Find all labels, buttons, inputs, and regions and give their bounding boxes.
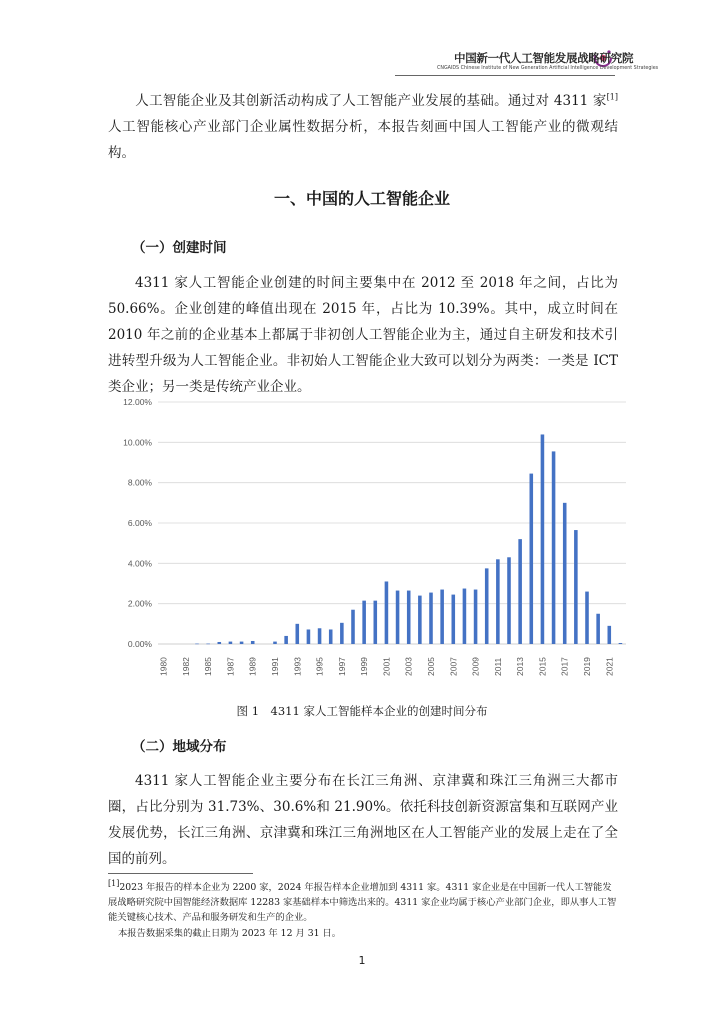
x-tick-label: 2013 xyxy=(515,657,526,676)
footnote-text: 2023 年报告的样本企业为 2200 家，2024 年报告样本企业增加到 4311 家。4311 家企业是在中国新一代人工智能发展战略研究院中国智能经济数据库 12283 家基础样本中筛选出来的。4311 家企业均属于核心产业部门企业，即从事人工智能关键核心技术、产品和服务研发和生产的企业。 xyxy=(108,882,617,923)
bar-2022 xyxy=(619,643,623,644)
bar-2019 xyxy=(585,592,589,644)
y-tick-label: 4.00% xyxy=(127,558,152,569)
footnote-divider xyxy=(108,873,253,874)
bar-1988 xyxy=(240,642,244,644)
bar-2016 xyxy=(552,451,556,644)
x-tick-label: 2011 xyxy=(492,657,503,676)
y-tick-label: 6.00% xyxy=(127,518,152,528)
chart-bars xyxy=(195,434,622,644)
page-number: 1 xyxy=(358,954,366,967)
bar-1987 xyxy=(229,642,233,644)
header-title-en: CNGAIDS Chinese Institute of New Generation Artificial Intelligence Development Strategies xyxy=(437,66,659,71)
x-tick-label: 2007 xyxy=(448,657,459,676)
x-tick-label: 1999 xyxy=(359,657,370,676)
bar-2020 xyxy=(596,614,600,644)
x-tick-label: 1995 xyxy=(314,657,325,676)
bar-1997 xyxy=(340,623,344,644)
bar-2012 xyxy=(507,557,511,644)
chart-gridlines xyxy=(158,402,626,644)
x-tick-label: 2017 xyxy=(559,657,570,676)
x-tick-label: 1989 xyxy=(247,657,258,676)
footnote-mark: [1] xyxy=(108,878,120,888)
header-title-cn: 中国新一代人工智能发展战略研究院 xyxy=(454,51,634,65)
x-tick-label: 2005 xyxy=(426,657,436,676)
y-tick-label: 8.00% xyxy=(127,477,152,488)
x-tick-label: 2003 xyxy=(403,657,414,676)
bar-1992 xyxy=(284,636,288,644)
intro-text-1: 人工智能企业及其创新活动构成了人工智能产业发展的基础。通过对 4311 家 xyxy=(135,93,607,109)
founding-time-paragraph xyxy=(108,270,618,400)
bar-1991 xyxy=(273,642,277,644)
bar-1994 xyxy=(307,629,311,644)
bar-1984 xyxy=(195,644,199,645)
bar-2000 xyxy=(374,601,378,644)
x-tick-label: 1993 xyxy=(292,657,303,676)
y-tick-label: 2.00% xyxy=(127,598,152,609)
subsection-title-founding-time: （一）创建时间 xyxy=(132,240,227,256)
x-tick-label: 1980 xyxy=(158,657,169,676)
bar-2010 xyxy=(485,568,489,644)
intro-paragraph xyxy=(108,88,618,166)
bar-2005 xyxy=(429,593,433,644)
bar-2002 xyxy=(396,591,400,644)
bar-1993 xyxy=(296,624,300,644)
header-divider xyxy=(395,75,615,76)
bar-1999 xyxy=(362,601,366,644)
bar-1986 xyxy=(218,642,222,644)
x-tick-label: 1997 xyxy=(336,657,347,676)
x-tick-label: 2001 xyxy=(381,657,392,676)
bar-1998 xyxy=(351,610,355,644)
x-tick-label: 1985 xyxy=(203,657,214,676)
bar-2017 xyxy=(563,503,567,644)
founding-time-text: 4311 家人工智能企业创建的时间主要集中在 2012 至 2018 年之间，占比为 50.66%。企业创建的峰值出现在 2015 年，占比为 10.39%。其中，成立时间在 2010 年之前的企业基本上都属于非初创人工智能企业为主，通过自主研发和技术引进转型升级为人工智能企业。非初始人工智能企业大致可以划分为两类：一类是 ICT 类企业；另一类是传统产业企业。 xyxy=(108,275,618,395)
footnote xyxy=(108,880,620,925)
regional-distribution-paragraph xyxy=(108,768,618,872)
bar-2013 xyxy=(518,539,522,644)
x-tick-label: 1987 xyxy=(225,657,236,676)
bar-2011 xyxy=(496,559,500,644)
section-title: 一、中国的人工智能企业 xyxy=(273,189,450,208)
x-tick-label: 1991 xyxy=(270,657,280,676)
x-tick-label: 2021 xyxy=(604,657,615,676)
data-cutoff-note: 本报告数据采集的截止日期为 2023 年 12 月 31 日。 xyxy=(118,928,342,939)
bar-2008 xyxy=(463,589,467,644)
intro-text-2: 人工智能核心产业部门企业属性数据分析，本报告刻画中国人工智能产业的微观结构。 xyxy=(108,119,618,161)
bar-2015 xyxy=(541,434,545,644)
bar-2001 xyxy=(385,581,389,644)
chart-y-axis xyxy=(123,397,152,649)
bar-1989 xyxy=(251,641,255,644)
y-tick-label: 10.00% xyxy=(123,437,152,448)
bar-2009 xyxy=(474,590,478,644)
x-tick-label: 2019 xyxy=(582,657,592,676)
bar-1995 xyxy=(318,628,322,644)
bar-2007 xyxy=(452,595,456,644)
founding-year-bar-chart xyxy=(108,392,628,692)
y-tick-label: 12.00% xyxy=(123,397,152,407)
bar-2021 xyxy=(608,626,612,644)
subsection-title-regional-distribution: （二）地域分布 xyxy=(132,739,227,755)
x-tick-label: 1982 xyxy=(180,657,191,676)
x-tick-label: 2015 xyxy=(537,657,548,676)
regional-distribution-text: 4311 家人工智能企业主要分布在长江三角洲、京津冀和珠江三角洲三大都市圈，占比分别为 31.73%、30.6%和 21.90%。依托科技创新资源富集和互联网产业发展优势，长江三角洲、京津冀和珠江三角洲地区在人工智能产业的发展上走在了全国的前列。 xyxy=(108,773,618,867)
bar-2018 xyxy=(574,530,578,644)
chart-x-axis xyxy=(159,657,615,676)
bar-2004 xyxy=(418,596,422,644)
bar-1985 xyxy=(206,644,210,645)
bar-2014 xyxy=(530,474,534,644)
y-tick-label: 0.00% xyxy=(127,639,152,649)
footnote-ref[interactable]: [1] xyxy=(606,92,618,102)
x-tick-label: 2009 xyxy=(470,657,481,676)
bar-2003 xyxy=(407,591,411,644)
bar-1996 xyxy=(329,629,333,644)
figure-caption: 图 1 4311 家人工智能样本企业的创建时间分布 xyxy=(236,704,488,718)
bar-2006 xyxy=(440,590,444,644)
